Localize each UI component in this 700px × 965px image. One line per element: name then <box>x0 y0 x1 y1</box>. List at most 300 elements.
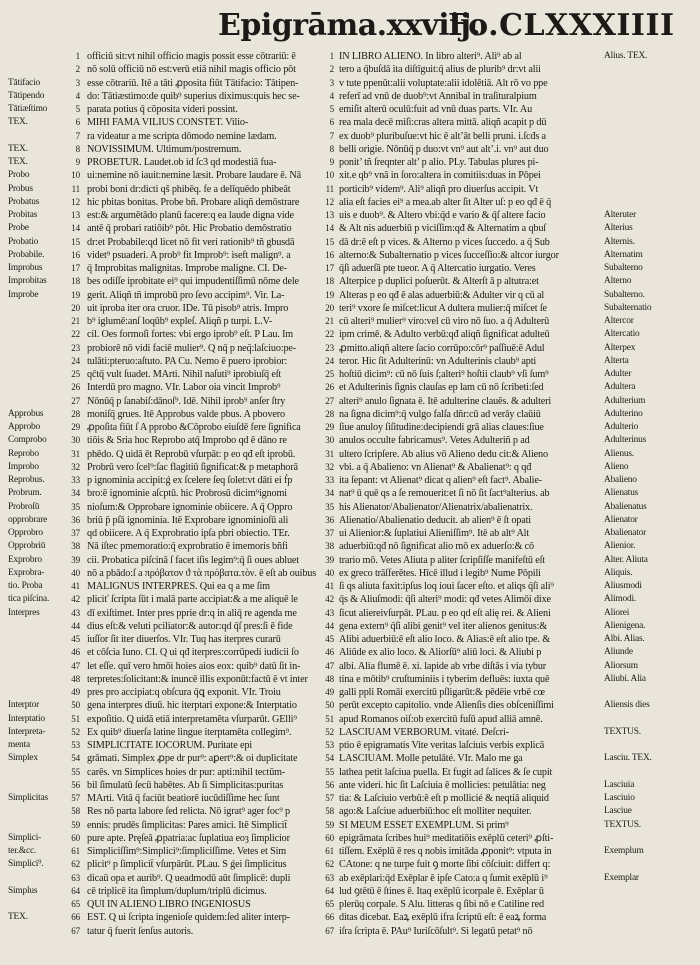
line-text: uit iproba iter ora cruor. IDe. Tū pisob⁹ atris. Impro <box>87 302 289 314</box>
line-text: ex greco trāſferētes. Hīcē illud i legib⁹ Nume Pōpili <box>339 567 541 579</box>
margin-gloss: Aliusmodi <box>604 581 642 591</box>
text-line <box>320 898 620 911</box>
text-line <box>320 209 620 222</box>
margin-gloss <box>604 739 698 752</box>
margin-gloss <box>604 766 698 779</box>
margin-gloss: Abalienatus <box>604 501 647 512</box>
line-number: 62 <box>325 859 334 870</box>
margin-gloss: Adultera <box>604 382 636 393</box>
text-line <box>60 474 322 487</box>
text-line <box>60 408 322 421</box>
line-text: apud Romanos oiſ:ob exercitū fuſū apud alliā amnē. <box>339 713 543 725</box>
margin-gloss <box>604 183 698 196</box>
text-line <box>60 222 322 235</box>
line-text: tero a q̄buſdā ita diſtīguit:q̄ alius de plurib⁹ dr:vt alii <box>339 64 541 76</box>
text-line <box>60 50 322 63</box>
line-text: videt⁹ psuaderi. A prob⁹ fit Improb⁹: iseft malign⁹. a <box>87 249 291 261</box>
line-text: qd obiicere. A q̄ Exprobratio ipſa pbri obiectio. TEr. <box>87 528 290 539</box>
line-text: antē q̄ probari ratiōib⁹ pōt. Hic Probatio demōstratio <box>87 223 292 235</box>
text-line <box>320 408 620 421</box>
line-number: 45 <box>325 634 334 644</box>
line-text: iuſſor ſit iter diuerſos. VIr. Tuq has iterpres curarū <box>87 634 281 645</box>
line-text: carēs. vn Simplices hoies dr pur: apti:nihil tectūm- <box>87 766 286 778</box>
line-text: QUI IN ALIENO LIBRO INGENIOSUS <box>87 899 251 910</box>
line-number: 33 <box>325 475 334 485</box>
text-line <box>320 832 620 845</box>
margin-gloss: Tātiæſtimo <box>8 104 48 114</box>
margin-gloss: Simplus <box>8 885 38 896</box>
margin-gloss: Improbe <box>8 289 39 300</box>
line-text: LASCIUAM. Molle petulāté. VIr. Malo me ga <box>339 753 523 765</box>
line-text: dī exiſtimet. Inter pres pprie dr:q in aliq̄ re agenda me <box>87 607 297 619</box>
line-number: 15 <box>71 236 80 247</box>
line-text: et cōſcia Iuno. CI. Q ui qđ iterpres:corrūpedi iudicii ſo <box>87 647 299 659</box>
line-text: dius eſt:& veluti pciliator:& autor:qd q̄ſ pres:ſi ē fide <box>87 620 293 632</box>
margin-gloss: Aliunde <box>604 647 633 658</box>
line-number: 55 <box>71 766 80 777</box>
line-text: dr:et Probabile:qd licet nō fit veri rationib⁹ tñ gbusdā <box>87 236 295 248</box>
line-text: ui:nemine nō iauit:nemine læsit. Probare laudare ē. Nā <box>87 170 301 182</box>
margin-gloss: Alteruter <box>604 210 637 220</box>
text-line <box>320 434 620 447</box>
line-number: 46 <box>325 647 334 658</box>
line-number: 19 <box>71 289 80 300</box>
line-number: 52 <box>71 726 80 737</box>
margin-gloss <box>604 103 698 116</box>
line-number: 67 <box>325 925 334 936</box>
text-line <box>320 527 620 540</box>
line-number: 41 <box>325 581 334 591</box>
line-number: 29 <box>325 422 334 432</box>
right-text-column <box>320 50 620 938</box>
line-text: emiſit alterū oculū:fuit ad vnū duas parts. VIr. Au <box>339 104 533 115</box>
line-number: 65 <box>325 899 334 909</box>
margin-gloss <box>604 63 698 76</box>
text-line <box>60 911 322 924</box>
line-text: ditas dicebat. Eaꝝ exēplū ifra ſcriptū eſt: ē eaꝝ forma <box>339 912 547 924</box>
line-number: 25 <box>325 369 334 379</box>
line-text: ago:& Laſciue aduerbiū:hoc eſt molliter nequiter. <box>339 806 532 818</box>
text-line <box>320 169 620 182</box>
line-text: ponit’ tñ ſreqnter alt’ p alio. PLy. Tabulas plures pi- <box>339 157 539 168</box>
line-text: Simpliciſſim⁹:Simplici⁹:ſimpliciſſime. Vetes et Sim <box>87 846 287 857</box>
text-line <box>60 607 322 620</box>
line-text: teror. Hic ſit Adulterinū: vn Adulterinis claub⁹ apti <box>339 355 537 367</box>
line-text: his Alienator/Abalienator/Alienatrix/abalienatrix. <box>339 501 533 513</box>
line-number: 40 <box>325 567 334 578</box>
line-number: 11 <box>325 183 334 194</box>
line-text: epigrāmata ſcribes hui⁹ meditatiōis exēplū ceteri⁹ ꝓſti- <box>339 832 554 844</box>
margin-gloss: Exemplar <box>604 872 639 883</box>
margin-gloss: Aliubi. Alia <box>604 673 646 684</box>
text-line <box>320 792 620 805</box>
line-number: 33 <box>71 475 80 485</box>
margin-gloss: Reprobus. <box>8 475 45 485</box>
margin-gloss: Improbus <box>8 263 43 273</box>
line-number: 22 <box>71 329 80 340</box>
text-line <box>320 63 620 76</box>
margin-gloss: Alieno <box>604 461 629 472</box>
text-line <box>60 752 322 765</box>
line-text: trario mō. Vetes Aliuta p aliter ſcripſiſſe manifeſtū eſt <box>339 554 545 566</box>
line-number: 1 <box>329 51 334 61</box>
margin-gloss: Interptor <box>8 700 39 711</box>
margin-gloss: Adulterinus <box>604 435 647 446</box>
text-line <box>60 540 322 553</box>
text-line <box>60 262 322 275</box>
line-text: phēdo. Q uidā ēt Reprobū vſurpāt: p eo qđ eſt iprobū. <box>87 448 296 460</box>
line-text: xit.e qb⁹ vnā in ſoro:altera in comitiis:duas in Pōpei <box>339 170 541 182</box>
text-line <box>60 858 322 871</box>
text-line <box>60 209 322 222</box>
text-line <box>60 554 322 567</box>
line-text: CAtone: q ne turpe fuit ꝯ morte ſibi cōſciuit: differt q: <box>339 859 551 871</box>
line-number: 19 <box>325 289 334 300</box>
text-line <box>60 885 322 898</box>
text-line <box>60 461 322 474</box>
text-line <box>60 726 322 739</box>
margin-gloss <box>604 77 698 90</box>
text-line <box>320 275 620 288</box>
margin-gloss <box>604 130 698 143</box>
margin-gloss: Alternatim <box>604 249 643 260</box>
line-number: 53 <box>71 740 80 750</box>
margin-gloss: Abalienator <box>604 528 647 538</box>
line-number: 21 <box>325 316 334 326</box>
margin-gloss <box>604 143 698 156</box>
line-text: rea mala decē miſi:cras altera mittā. aliqñ acapit p dū <box>339 117 547 129</box>
line-number: 9 <box>75 157 80 167</box>
line-number: 26 <box>71 382 80 393</box>
line-text: Interdū pro magno. VIr. Labor oia vincit Improb⁹ <box>87 382 281 394</box>
line-number: 9 <box>329 157 334 167</box>
text-line <box>60 925 322 938</box>
line-text: ipm crimē. & Adulto verbū:qđ aliqñ ſignificat adulteū <box>339 329 550 341</box>
text-line <box>60 130 322 143</box>
text-line <box>60 792 322 805</box>
line-text: bro:ē ignominie aſcptū. hic Probrosū dicim⁹ignomi <box>87 488 287 500</box>
line-text: nat⁹ ū quē qs a ſe remouerit:et ſi nō ſit ſact⁹alterius. ab <box>339 488 550 500</box>
line-number: 37 <box>71 528 80 538</box>
line-number: 67 <box>71 925 80 936</box>
line-text: do: Tātiæstimo:de quib⁹ superius diximus:quis hec se- <box>87 90 300 102</box>
text-line <box>60 328 322 341</box>
line-text: belli origie. Nōnūq̄ p duo:vt vn⁹ aut alt’.i. vn⁹ aut duo <box>339 143 549 155</box>
margin-gloss: Alterpex <box>604 342 636 353</box>
line-text: Ex quib⁹ diuerſa latine lingue iterptamēta collegim⁹. <box>87 726 292 738</box>
line-number: 34 <box>325 488 334 499</box>
text-line <box>320 501 620 514</box>
text-line <box>60 514 322 527</box>
text-line <box>60 527 322 540</box>
line-text: v tute ppenūt:alii voluptate:alii idolētiā. Alt rō vo ppe <box>339 77 548 89</box>
line-number: 45 <box>71 634 80 644</box>
line-number: 49 <box>325 687 334 697</box>
margin-gloss: TEXTUS. <box>604 726 641 737</box>
margin-gloss: menta <box>8 740 30 750</box>
margin-gloss: TEX. <box>8 143 28 154</box>
line-number: 64 <box>71 885 80 896</box>
margin-gloss: ter.&cc. <box>8 846 37 856</box>
right-margin-glosses <box>604 50 698 938</box>
text-line <box>320 607 620 620</box>
line-text: Nōnūq̄ p ſanabiſ:dānoſ⁹. Idē. Nihil iprob⁹ anſer ſtry <box>87 395 286 407</box>
line-text: ꝓpoſita fiūt ſ A pprobo &Cōprobo eiuſdē fere ſignifica <box>87 422 301 433</box>
text-line <box>320 236 620 249</box>
line-text: albi. Alia flumē ē. xi. lapide ab vrbe diſtās i via tybur <box>339 660 547 672</box>
line-number: 1 <box>75 51 80 61</box>
line-number: 50 <box>71 700 80 711</box>
margin-gloss: TEX. <box>8 117 28 128</box>
line-text: ex duob⁹ pluribuſue:vt hic ē alt’āt belli pruni. i.ſcđs a <box>339 130 546 142</box>
text-line <box>320 686 620 699</box>
text-line <box>320 580 620 593</box>
margin-gloss: Simplici- <box>8 832 42 843</box>
line-number: 13 <box>71 210 80 220</box>
line-text: q̄s & Aliuſmodi: q̄ſi alteri⁹ modi: qđ vetes Alimōi dixe <box>339 594 551 606</box>
line-text: porticib⁹ videm⁹. Ali⁹ aliqñ pro diuerſus accipit. Vt <box>339 183 539 195</box>
line-number: 60 <box>325 832 334 843</box>
line-text: MIHI FAMA VILIUS CONSTET. Vilio- <box>87 117 249 129</box>
margin-gloss: Interpreta- <box>8 726 46 737</box>
margin-gloss: Opprobro <box>8 528 43 538</box>
line-number: 44 <box>325 620 334 631</box>
text-line <box>60 766 322 779</box>
text-line <box>60 116 322 129</box>
margin-gloss: Simplicitas <box>8 793 48 803</box>
line-number: 28 <box>325 408 334 419</box>
line-number: 65 <box>71 899 80 909</box>
line-text: bes odiſſe iprobitate ei⁹ qui impudentiſſimū nōme dele <box>87 276 299 288</box>
running-title: Epigrāma.xxviij. <box>218 8 481 43</box>
margin-gloss: Reprobo <box>8 448 39 459</box>
folio-number: Fo.CLXXXIIII <box>448 8 675 43</box>
line-number: 8 <box>75 143 80 154</box>
line-text: Alibi aduerbiū:ē eſt alio loco. & Alias:ē eſt alio tpe. & <box>339 634 550 645</box>
margin-gloss <box>604 90 698 103</box>
line-number: 23 <box>325 342 334 353</box>
line-text: tia: & Laſciuio verbū:ē eſt p mollicié & neqtiā aliquid <box>339 793 549 804</box>
line-text: tina e mōtib⁹ cruſtuminiis i tyberim defluēs: iuxta quē <box>339 673 550 685</box>
line-text: ſiue anuloy ſiſitudine:decipiendi grā alias claues:ſiue <box>339 422 544 433</box>
line-text: vbi. a q̄ Abalieno: vn Alienat⁹ & Abalienat⁹: q qđ <box>339 461 532 473</box>
line-number: 46 <box>71 647 80 658</box>
line-text: cil. Oes formoſi fortes: vbi ergo iprob⁹ eſt. P Lau. Im <box>87 329 294 341</box>
line-number: 44 <box>71 620 80 631</box>
margin-gloss <box>604 156 698 169</box>
margin-gloss: Probe <box>8 223 29 234</box>
line-text: probi boni dr:dicti qš phibēq. fe a delīquēdo phibeāt <box>87 183 291 195</box>
line-number: 10 <box>325 170 334 181</box>
line-number: 16 <box>71 249 80 260</box>
text-line <box>320 77 620 90</box>
margin-gloss: Tātifacio <box>8 77 41 88</box>
line-number: 5 <box>329 104 334 114</box>
line-text: na ſigna dicim⁹:q̄ vulgo falſa dñr:cū ad verāy claūiū <box>339 408 541 420</box>
text-line <box>60 819 322 832</box>
line-text: ſicut aliereivſurpāt. PLau. p eo qd eſt alię rei. & Alieni <box>339 607 551 619</box>
line-text: cū alteri⁹ mulier⁹ viro:vel cū viro nō ſuo. a q̄ Adulterū <box>339 316 550 327</box>
text-line <box>60 501 322 514</box>
margin-gloss: Adulterino <box>604 408 643 419</box>
margin-gloss: Lasciue <box>604 806 632 817</box>
text-line <box>320 183 620 196</box>
margin-gloss: tio. Proba <box>8 581 43 591</box>
line-text: SI MEUM ESSET EXEMPLUM. Si prim⁹ <box>339 819 509 831</box>
line-number: 2 <box>329 64 334 75</box>
line-number: 47 <box>325 660 334 671</box>
line-number: 62 <box>71 859 80 870</box>
margin-gloss: Probatio <box>8 236 39 247</box>
text-line <box>320 554 620 567</box>
line-text: dicaū opa et aurib⁹. Q ueadmodū aūt ſimplicē: dupli <box>87 872 291 884</box>
line-number: 25 <box>71 369 80 379</box>
margin-gloss: Lasciuia <box>604 779 635 790</box>
line-number: 47 <box>71 660 80 671</box>
margin-gloss: Subalternatio <box>604 302 652 313</box>
text-line <box>320 302 620 315</box>
text-line <box>320 593 620 606</box>
text-line <box>60 289 322 302</box>
line-text: qc̄tq̄ vult ſuadet. MArti. Nihil naſuti⁹ iprobiuſq̄ eſt <box>87 369 282 380</box>
line-number: 7 <box>329 130 334 141</box>
text-line <box>60 699 322 712</box>
margin-gloss <box>604 169 698 182</box>
line-text: Alterpice p duplici poſuerūt. & Alterſt ā p altutra:et <box>339 276 539 288</box>
margin-gloss <box>604 925 698 938</box>
line-number: 23 <box>71 342 80 353</box>
line-text: perūt excepto capitolio. vnde Alienſis dies obſceniſſimi <box>339 700 554 712</box>
margin-gloss: tica piſcina. <box>8 594 50 605</box>
text-line <box>60 249 322 262</box>
text-line <box>60 739 322 752</box>
text-line <box>320 514 620 527</box>
line-number: 31 <box>325 448 334 459</box>
line-number: 31 <box>71 448 80 459</box>
line-text: tiſſem. Exēplū ē res q nobis imitāda ꝓponit⁹: vtputa in <box>339 846 552 857</box>
line-number: 22 <box>325 329 334 340</box>
margin-gloss: Lasciu. TEX. <box>604 753 652 764</box>
margin-gloss: Improbitas <box>8 276 47 287</box>
line-number: 21 <box>71 316 80 326</box>
line-number: 54 <box>325 753 334 764</box>
text-line <box>60 487 322 500</box>
line-text: ꝓmitto.aliqñ altere ſacio corrūpo:cōr⁹ paſſiuē:ē Adul <box>339 342 545 354</box>
margin-gloss: Adulterium <box>604 395 646 406</box>
line-text: q̄ſi aduerſā pte tueor. A q̄ Altercatio iurgatio. Veres <box>339 263 536 274</box>
text-line <box>320 646 620 659</box>
line-text: bil ſimulatū ſecū habētes. Ab ſi Simplicitas:puritas <box>87 779 284 791</box>
margin-gloss: Interpres <box>8 607 40 618</box>
line-text: uis e duob⁹. & Altero vbi:q̄d e vario & q̄ſ altere facio <box>339 210 546 221</box>
line-number: 13 <box>325 210 334 220</box>
text-line <box>60 580 322 593</box>
line-number: 52 <box>325 726 334 737</box>
line-number: 38 <box>325 541 334 552</box>
line-number: 57 <box>71 793 80 803</box>
margin-gloss: Exprobro <box>8 554 42 565</box>
line-text: Aliūde ex alio loco. & Aliorſū⁹ aliū loci. & Aliubi p <box>339 647 542 659</box>
line-number: 63 <box>71 872 80 883</box>
line-text: b⁹ iglumē:anſ loqūb⁹ expleſ. Aliqñ p turpi. L.V- <box>87 316 273 327</box>
line-text: cē triplicē ita ſimplum/duplum/triplū dicimus. <box>87 885 267 897</box>
line-number: 4 <box>75 90 80 101</box>
line-text: alterno:& Subalternatio p vices ſucceſſio:& altcor iurgor <box>339 249 559 261</box>
text-line <box>60 567 322 580</box>
line-number: 54 <box>71 753 80 764</box>
line-text: pliciť ſcripta ſūt i malā parte accipiat:& a me aliquē le <box>87 594 298 606</box>
margin-gloss: Aliorsum <box>604 660 638 671</box>
text-line <box>320 421 620 434</box>
margin-gloss <box>8 938 70 951</box>
line-text: esse cōtrariū. Itē a tāti ꝓposita fiūt Tātifacio: Tātipen- <box>87 77 299 89</box>
line-text: MALIGNUS INTERPRES. Qui ea q a me ſim <box>87 581 270 592</box>
line-text: gena extern⁹ q̄ſi alibi genit⁹ vel iter alienos genitus:& <box>339 620 548 632</box>
text-line <box>60 713 322 726</box>
margin-gloss: Probrum. <box>8 488 42 499</box>
line-text: aduerbiū:qđ nō ſignificat alio mō ex aduerſo:& cō <box>339 541 534 553</box>
text-line <box>60 620 322 633</box>
text-line <box>320 103 620 116</box>
line-text: pres pro accipiat:q obſcura q̄ꝗ exponit. VIr. Troiu <box>87 687 281 698</box>
text-line <box>320 633 620 646</box>
line-number: 36 <box>71 514 80 525</box>
text-line <box>320 872 620 885</box>
line-text: officiū sit:vt nihil officio magis possit esse cōtrariū: ē <box>87 51 296 62</box>
text-line <box>320 739 620 752</box>
line-number: 24 <box>325 355 334 366</box>
line-text: ita ſepant: vt Alienat⁹ dicat q alien⁹ eſt fact⁹. Abalie- <box>339 475 542 486</box>
margin-gloss: TEX. <box>8 912 28 923</box>
text-line <box>60 302 322 315</box>
line-text: pure apte. Pręſeā ꝓpatria:ac ſuplatiua eoȝ ſimplicior <box>87 832 290 844</box>
line-number: 39 <box>325 554 334 565</box>
line-number: 11 <box>71 183 80 194</box>
line-number: 43 <box>71 607 80 618</box>
line-number: 50 <box>325 700 334 711</box>
line-number: 59 <box>325 819 334 830</box>
line-text: gerit. Aliqñ tñ improbū pro ſevo accipim⁹. Vir. La- <box>87 289 285 301</box>
line-number: 24 <box>71 355 80 366</box>
line-text: EST. Q ui ſcripta ingenioſe quidem:ſed aliter interp- <box>87 912 290 924</box>
text-line <box>60 183 322 196</box>
margin-gloss: Alienigena. <box>604 620 646 631</box>
text-line <box>60 898 322 911</box>
text-line <box>320 660 620 673</box>
line-number: 49 <box>71 687 80 697</box>
line-text: Alienatio/Abalienatio deducit. ab alien⁹ ē ſt opati <box>339 514 531 526</box>
margin-gloss: Adulterio <box>604 422 639 432</box>
line-text: lud ꝯtētū ē ſtines ē. Itaq exēplū icorpale ē. Exēplar ū <box>339 885 544 897</box>
line-number: 30 <box>325 435 334 446</box>
line-number: 58 <box>71 806 80 817</box>
text-line <box>320 925 620 938</box>
margin-gloss <box>604 686 698 699</box>
text-line <box>60 845 322 858</box>
line-text: et Adulterinis ſignis clauſas ep lam cū nō ſcribeti:ſed <box>339 382 544 394</box>
line-text: alteri⁹ anulo ſignata ē. Itē adulterine clauēs. & adulteri <box>339 395 552 407</box>
line-number: 40 <box>71 567 80 578</box>
line-number: 48 <box>325 673 334 684</box>
margin-gloss: Probus <box>8 183 33 194</box>
line-number: 56 <box>71 779 80 790</box>
line-number: 18 <box>71 276 80 287</box>
text-line <box>60 355 322 368</box>
line-number: 35 <box>325 501 334 512</box>
text-line <box>60 196 322 209</box>
line-number: 34 <box>71 488 80 499</box>
margin-gloss: Alterta <box>604 355 629 366</box>
